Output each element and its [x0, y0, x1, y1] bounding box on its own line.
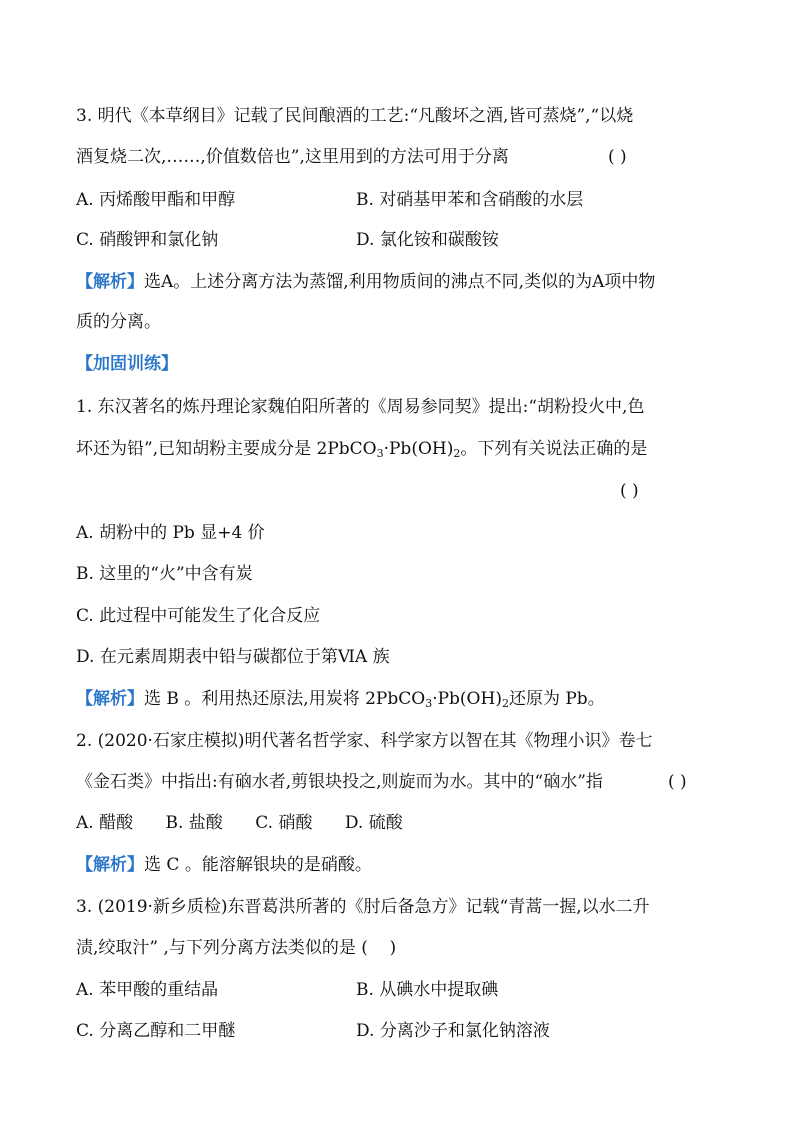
analysis-tag: 【解析】 [76, 272, 144, 292]
p3-option-d: D. 分离沙子和氯化钠溶液 [356, 1021, 550, 1041]
q3-option-d: D. 氯化铵和碳酸铵 [356, 230, 499, 250]
p3-option-a: A. 苯甲酸的重结晶 [76, 980, 219, 1000]
p3-option-b: B. 从碘水中提取碘 [356, 980, 499, 1000]
analysis-tag: 【解析】 [76, 689, 144, 709]
p2-analysis-text: 选 C 。能溶解银块的是硝酸。 [144, 855, 372, 875]
p1-answer-paren: ( ) [620, 481, 639, 501]
p1-stem-text-a: 坏还为铅”,已知胡粉主要成分是 2PbCO [76, 439, 377, 459]
subscript: 3 [425, 697, 433, 710]
subscript: 2 [453, 447, 461, 460]
subscript: 3 [376, 447, 384, 460]
q3-answer-paren: ( ) [608, 147, 627, 167]
q3-stem-line1: 3. 明代《本草纲目》记载了民间酿酒的工艺:“凡酸坏之酒,皆可蒸烧”,“以烧 [76, 106, 634, 126]
subscript: 2 [501, 697, 509, 710]
q3-option-b: B. 对硝基甲苯和含硝酸的水层 [356, 190, 584, 210]
p1-stem-text-b: ·Pb(OH) [383, 439, 454, 459]
p3-stem-line1: 3. (2019·新乡质检)东晋葛洪所著的《肘后备急方》记载“青蒿一握,以水二升 [76, 897, 650, 917]
q3-analysis-line2: 质的分离。 [76, 312, 161, 332]
p3-option-c: C. 分离乙醇和二甲醚 [76, 1021, 236, 1041]
p1-option-d: D. 在元素周期表中铅与碳都位于第ⅥA 族 [76, 647, 390, 667]
section-title: 【加固训练】 [76, 354, 178, 374]
p1-option-c: C. 此过程中可能发生了化合反应 [76, 606, 321, 626]
p1-option-a: A. 胡粉中的 Pb 显+4 价 [76, 523, 265, 543]
analysis-tag: 【解析】 [76, 855, 144, 875]
p2-stem-line2: 《金石类》中指出:有硇水者,剪银块投之,则旋而为水。其中的“硇水”指 [76, 772, 603, 792]
p1-stem-line2 [76, 437, 647, 466]
p1-analysis [76, 687, 605, 716]
q3-option-c: C. 硝酸钾和氯化钠 [76, 230, 219, 250]
q3-stem-line2 [76, 145, 509, 169]
p2-answer-paren: ( ) [668, 772, 687, 792]
p1-stem-text-c: 。下列有关说法正确的是 [460, 439, 648, 459]
q3-analysis-line1 [76, 270, 655, 294]
p1-option-b: B. 这里的“火”中含有炭 [76, 564, 253, 584]
p1-stem-line1: 1. 东汉著名的炼丹理论家魏伯阳所著的《周易参同契》提出:“胡粉投火中,色 [76, 397, 645, 417]
p3-stem-line2: 渍,绞取汁” ,与下列分离方法类似的是 ( ) [76, 938, 397, 958]
p2-analysis [76, 853, 372, 877]
q3-analysis-text: 选A。上述分离方法为蒸馏,利用物质间的沸点不同,类似的为A项中物 [144, 272, 656, 292]
q3-option-a: A. 丙烯酸甲酯和甲醇 [76, 190, 236, 210]
p2-stem-line1: 2. (2020·石家庄模拟)明代著名哲学家、科学家方以智在其《物理小识》卷七 [76, 731, 653, 751]
q3-stem-text: 酒复烧二次,……,价值数倍也”,这里用到的方法可用于分离 [76, 147, 509, 167]
p1-analysis-text-c: 还原为 Pb。 [508, 689, 605, 709]
p1-analysis-text-a: 选 B 。利用热还原法,用炭将 2PbCO [144, 689, 426, 709]
p2-options: A. 醋酸 B. 盐酸 C. 硝酸 D. 硫酸 [76, 813, 403, 833]
p1-analysis-text-b: ·Pb(OH) [432, 689, 502, 709]
